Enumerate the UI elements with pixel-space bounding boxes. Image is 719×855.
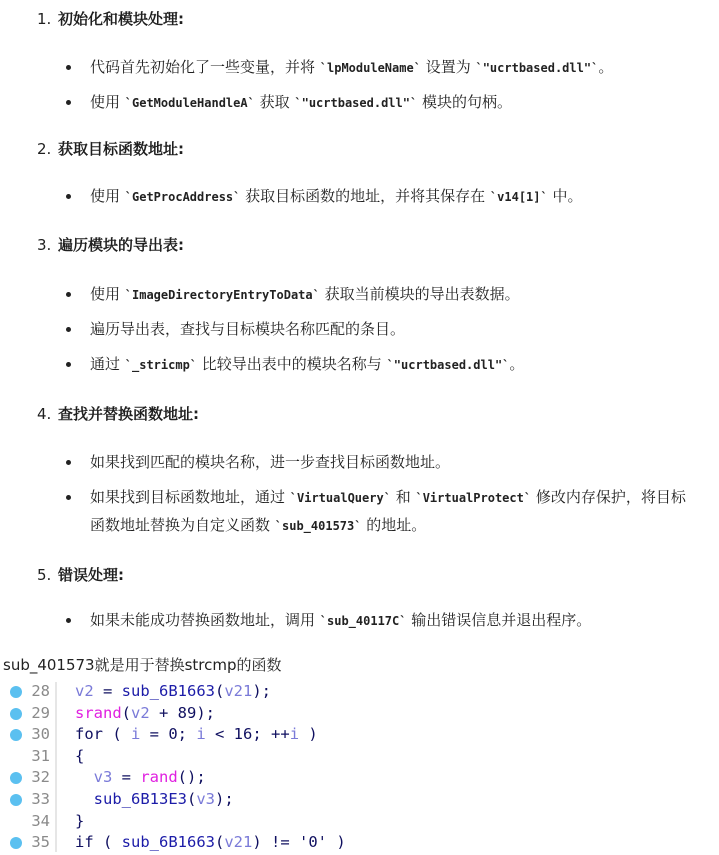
section-title: 查找并替换函数地址 [58,405,194,423]
bullet-icon [66,65,71,70]
section-colon: : [178,236,185,254]
section-title: 初始化和模块处理 [58,10,179,28]
text-segment: 使用 [90,187,125,205]
inline-code: `ImageDirectoryEntryToData` [124,288,320,302]
section-number: 2. [37,140,52,158]
line-number: 34 [31,811,50,830]
section-number: 3. [37,236,52,254]
text-segment: 和 [390,488,416,506]
line-number: 32 [31,768,50,787]
code-token: rand [140,768,178,787]
bullet-icon [66,495,71,500]
code-token: ( [215,833,225,852]
code-source [75,812,84,830]
text-segment: 中。 [547,187,583,205]
code-source [75,704,215,722]
section-heading [37,138,184,159]
code-line [0,747,719,769]
code-source [75,747,84,765]
inline-code: `"ucrtbased.dll"` [294,96,418,110]
code-line [0,725,719,747]
inline-code: `_stricmp` [124,358,198,372]
code-token: ); [215,790,234,808]
inline-code: `"ucrtbased.dll"` [475,61,599,75]
bullet-icon [66,327,71,332]
bullet-text [90,315,405,343]
bullet-icon [66,292,71,297]
line-number: 28 [31,682,50,700]
breakpoint-dot-icon[interactable] [10,708,22,720]
code-token: i [196,725,206,744]
section-heading [37,234,184,255]
inline-code: `VirtualProtect` [415,491,532,505]
code-token: = 0; [140,725,197,744]
text-segment: 遍历导出表，查找与目标模块名称匹配的条目。 [90,320,406,338]
section-heading [37,403,199,424]
section-colon: : [193,405,200,423]
line-number: 31 [31,746,50,765]
text-segment: 输出错误信息并退出程序。 [406,611,592,629]
code-source [75,725,318,743]
text-segment: 如果未能成功替换函数地址，调用 [90,611,320,629]
breakpoint-dot-icon[interactable] [10,837,22,849]
bullet-icon [66,460,71,465]
text-segment: 获取当前模块的导出表数据。 [319,285,520,303]
code-token [75,790,94,808]
code-token: v21 [224,833,253,852]
code-token: ( [215,682,225,700]
line-number: 30 [31,725,50,744]
text-segment: 获取目标函数的地址，并将其保存在 [240,187,490,205]
text-segment: 函数地址替换为自定义函数 [90,516,275,534]
code-token: i [131,725,141,744]
code-token: v3 [93,768,113,787]
inline-code: `sub_401573` [274,519,362,533]
bullet-text [90,483,686,512]
code-token: { [75,746,85,765]
line-number: 35 [31,833,50,852]
bullet-text [90,511,426,540]
text-segment: 模块的句柄。 [417,93,512,111]
text-segment: 使用 [90,285,125,303]
bullet-icon [66,618,71,623]
text-segment: 如果找到匹配的模块名称，进一步查找目标函数地址。 [90,453,451,471]
bullet-text [90,280,520,309]
code-line [0,682,719,704]
bullet-text [90,182,583,211]
code-source [75,833,346,851]
code-line [0,812,719,834]
caption-text: sub_401573就是用于替换strcmp的函数 [3,656,282,674]
bullet-text [90,88,512,117]
section-colon: : [178,140,185,158]
text-segment: 修改内存保护，将目标 [531,488,686,506]
bullet-text [90,53,613,82]
code-token: ( [187,790,197,808]
text-segment: 的地址。 [361,516,427,534]
code-token: v21 [224,682,253,700]
bullet-icon [66,100,71,105]
bullet-icon [66,362,71,367]
section-title: 遍历模块的导出表 [58,236,179,254]
code-token: v2 [131,703,150,722]
inline-code: `v14[1]` [489,190,548,204]
section-heading [37,564,124,585]
code-token: < 16; ++ [205,725,290,744]
code-token: srand [75,703,122,722]
line-number: 33 [31,790,50,808]
line-number: 29 [31,703,50,722]
code-line [0,768,719,790]
text-segment: 代码首先初始化了一些变量，并将 [90,58,320,76]
code-token: v2 [75,682,94,700]
code-token: ) != '0' ) [252,833,346,852]
code-token: (); [177,768,206,787]
code-token [75,768,94,786]
inline-code: `"ucrtbased.dll"` [386,358,510,372]
text-segment: 如果找到目标函数地址，通过 [90,488,290,506]
text-segment: 比较导出表中的模块名称与 [197,355,387,373]
code-token: ( [93,833,122,852]
breakpoint-dot-icon[interactable] [10,772,22,784]
code-token: ); [252,682,272,700]
code-line [0,833,719,855]
section-number: 4. [37,405,52,423]
code-token: + 89); [149,703,216,722]
bullet-text [90,350,524,379]
code-token: i [289,725,300,744]
text-segment: 。 [598,58,614,76]
section-heading [37,8,184,29]
code-token: } [75,811,85,830]
code-token: if [75,833,94,852]
section-number: 1. [37,10,52,28]
bullet-text [90,448,450,476]
text-segment: 通过 [90,355,125,373]
code-token: sub_6B1663 [121,833,215,852]
code-line [0,790,719,812]
code-source [75,768,206,786]
text-segment: 使用 [90,93,125,111]
inline-code: `lpModuleName` [319,61,421,75]
code-line [0,704,719,726]
breakpoint-dot-icon[interactable] [10,794,22,806]
code-token: = [112,768,141,787]
section-colon: : [118,566,125,584]
text-segment: 。 [509,355,525,373]
code-token: sub_6B13E3 [93,790,187,808]
section-title: 获取目标函数地址 [58,140,179,158]
section-title: 错误处理 [58,566,119,584]
inline-code: `GetProcAddress` [124,190,241,204]
section-number: 5. [37,566,52,584]
code-token: = [93,682,122,700]
text-segment: 设置为 [420,58,476,76]
inline-code: `sub_40117C` [319,614,407,628]
text-segment: 获取 [254,93,295,111]
inline-code: `VirtualQuery` [289,491,391,505]
bullet-text [90,606,591,635]
code-token: v3 [196,790,216,808]
code-source [75,682,271,700]
code-token: ( [103,725,131,744]
code-token: sub_6B1663 [121,682,215,700]
breakpoint-dot-icon[interactable] [10,686,22,698]
bullet-icon [66,194,71,199]
code-token: ( [121,703,132,722]
inline-code: `GetModuleHandleA` [124,96,255,110]
code-token: ) [299,725,318,744]
breakpoint-dot-icon[interactable] [10,729,22,741]
code-source [75,790,234,808]
section-colon: : [178,10,185,28]
code-token: for [75,725,103,744]
